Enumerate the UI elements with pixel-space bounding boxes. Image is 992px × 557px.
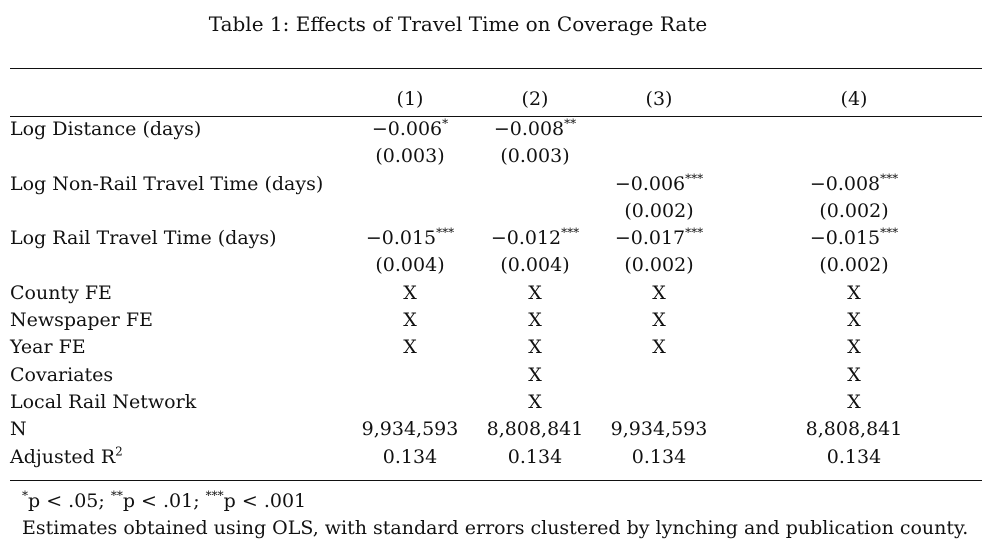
cell-value: (0.004) bbox=[500, 254, 570, 277]
note-text: p < .01; bbox=[122, 490, 206, 512]
row-label bbox=[10, 444, 123, 471]
bottom-rule bbox=[10, 480, 982, 481]
table-cell bbox=[774, 334, 934, 361]
significance-stars: *** bbox=[880, 225, 899, 240]
cell-value: X bbox=[403, 309, 417, 332]
table-cell bbox=[774, 280, 934, 307]
cell-value: X bbox=[847, 336, 861, 359]
cell-value: 9,934,593 bbox=[610, 418, 708, 441]
table-cell bbox=[579, 198, 739, 225]
row-label bbox=[10, 307, 153, 334]
cell-value: −0.006 bbox=[371, 118, 443, 140]
estimation-note: Estimates obtained using OLS, with standard errors clustered by lynching and publication county. bbox=[22, 517, 969, 539]
table-cell bbox=[579, 225, 739, 252]
row-label bbox=[10, 225, 277, 252]
table-row bbox=[0, 171, 992, 198]
table-cell bbox=[579, 307, 739, 334]
cell-value: X bbox=[528, 363, 542, 386]
cell-value: −0.015 bbox=[809, 227, 881, 250]
table-row bbox=[0, 116, 992, 143]
cell-value: X bbox=[847, 390, 861, 413]
column-header: (3) bbox=[645, 88, 673, 110]
cell-value: −0.008 bbox=[809, 172, 881, 195]
cell-value: 0.134 bbox=[382, 445, 438, 468]
note-text: p < .001 bbox=[223, 490, 307, 512]
significance-stars: *** bbox=[685, 225, 704, 240]
row-label-text: Log Distance (days) bbox=[10, 118, 202, 140]
table-cell bbox=[579, 252, 739, 279]
table-cell bbox=[455, 389, 615, 416]
cell-value: 8,808,841 bbox=[805, 418, 903, 441]
cell-value: (0.002) bbox=[624, 254, 694, 277]
table-cell bbox=[774, 444, 934, 471]
table-cell bbox=[774, 252, 934, 279]
cell-value: 0.134 bbox=[631, 445, 687, 468]
table-cell bbox=[774, 198, 934, 225]
cell-value: X bbox=[652, 336, 666, 359]
table-cell bbox=[455, 362, 615, 389]
table-caption: Table 1: Effects of Travel Time on Coverage Rate bbox=[208, 12, 708, 36]
significance-stars: *** bbox=[880, 171, 899, 186]
cell-value: −0.006 bbox=[614, 172, 686, 195]
cell-value: −0.015 bbox=[365, 227, 437, 250]
column-header: (2) bbox=[521, 88, 549, 110]
table-row bbox=[0, 362, 992, 389]
cell-value: 0.134 bbox=[507, 445, 563, 468]
cell-value: X bbox=[847, 309, 861, 332]
cell-value: (0.002) bbox=[819, 199, 889, 222]
significance-stars: *** bbox=[685, 171, 704, 186]
table-row bbox=[0, 444, 992, 471]
cell-value: 0.134 bbox=[826, 445, 882, 468]
cell-value: −0.017 bbox=[614, 227, 686, 250]
cell-value: 9,934,593 bbox=[361, 418, 459, 441]
top-rule bbox=[10, 68, 982, 69]
row-label bbox=[10, 362, 113, 389]
row-label-text: Adjusted R bbox=[10, 445, 116, 468]
cell-value: −0.012 bbox=[490, 227, 562, 250]
table-row bbox=[0, 198, 992, 225]
significance-stars: *** bbox=[436, 225, 455, 240]
cell-value: (0.004) bbox=[375, 254, 445, 277]
table-row bbox=[0, 143, 992, 170]
cell-value: −0.008 bbox=[493, 118, 565, 140]
table-cell bbox=[774, 389, 934, 416]
significance-stars: * bbox=[442, 116, 449, 131]
table-cell bbox=[579, 444, 739, 471]
star: ** bbox=[110, 488, 123, 503]
row-label-text: Log Rail Travel Time (days) bbox=[10, 227, 277, 250]
cell-value: X bbox=[847, 363, 861, 386]
cell-value: (0.002) bbox=[624, 199, 694, 222]
table-row bbox=[0, 334, 992, 361]
cell-value: 8,808,841 bbox=[486, 418, 584, 441]
significance-stars: *** bbox=[561, 225, 580, 240]
cell-value: (0.003) bbox=[375, 145, 445, 168]
star: * bbox=[22, 488, 28, 503]
cell-value: X bbox=[652, 309, 666, 332]
cell-value: (0.002) bbox=[819, 254, 889, 277]
note-text: p < .05; bbox=[28, 490, 111, 512]
table-cell bbox=[774, 416, 934, 443]
row-label bbox=[10, 280, 112, 307]
cell-value: X bbox=[847, 281, 861, 304]
cell-value: X bbox=[652, 281, 666, 304]
row-label bbox=[10, 171, 323, 198]
row-label-superscript: 2 bbox=[115, 444, 123, 459]
significance-stars: ** bbox=[564, 116, 577, 131]
column-header-row bbox=[0, 86, 992, 116]
regression-table bbox=[0, 86, 992, 471]
table-row bbox=[0, 280, 992, 307]
column-header: (1) bbox=[396, 88, 424, 110]
cell-value: (0.003) bbox=[500, 145, 570, 168]
row-label bbox=[10, 389, 196, 416]
row-label-text: N bbox=[10, 418, 27, 441]
cell-value: X bbox=[528, 281, 542, 304]
table-row bbox=[0, 389, 992, 416]
row-label bbox=[10, 416, 27, 443]
row-label-text: Log Non-Rail Travel Time (days) bbox=[10, 172, 324, 195]
cell-value: X bbox=[403, 336, 417, 359]
cell-value: X bbox=[528, 390, 542, 413]
row-label-text: County FE bbox=[10, 281, 112, 304]
table-cell bbox=[579, 171, 739, 198]
table-cell bbox=[579, 416, 739, 443]
row-label-text: Local Rail Network bbox=[10, 390, 197, 413]
star: *** bbox=[205, 488, 224, 503]
table-row bbox=[0, 225, 992, 252]
table-cell bbox=[774, 171, 934, 198]
cell-value: X bbox=[528, 309, 542, 332]
table-cell bbox=[579, 280, 739, 307]
table-cell bbox=[774, 362, 934, 389]
table-cell bbox=[774, 307, 934, 334]
row-label bbox=[10, 116, 201, 143]
significance-note bbox=[22, 488, 968, 515]
cell-value: X bbox=[528, 336, 542, 359]
row-label-text: Covariates bbox=[10, 363, 114, 386]
row-label-text: Newspaper FE bbox=[10, 309, 153, 332]
table-cell bbox=[579, 334, 739, 361]
row-label-text: Year FE bbox=[10, 336, 86, 359]
table-row bbox=[0, 252, 992, 279]
table-cell bbox=[455, 143, 615, 170]
cell-value: X bbox=[403, 281, 417, 304]
table-body bbox=[0, 116, 992, 471]
table-notes bbox=[22, 488, 968, 542]
table-cell bbox=[774, 225, 934, 252]
table-row bbox=[0, 307, 992, 334]
row-label bbox=[10, 334, 86, 361]
table-cell bbox=[455, 116, 615, 143]
column-header: (4) bbox=[840, 88, 868, 110]
table-row bbox=[0, 416, 992, 443]
